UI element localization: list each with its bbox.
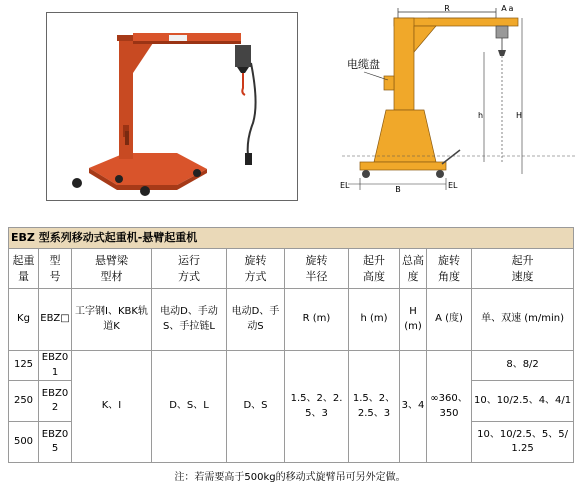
dim-R-label: R: [444, 4, 450, 13]
row-model: EBZ02: [39, 381, 72, 422]
dim-H-label: H: [516, 111, 523, 120]
unit-angle: A (度): [427, 289, 472, 351]
footnote: 注：若需要高于500kg的移动式旋臂吊可另外定做。: [174, 472, 406, 483]
shared-angle: ∞360、350: [427, 351, 472, 463]
product-photo: [46, 12, 298, 201]
row-speed: 10、10/2.5、5、5/1.25: [472, 422, 574, 463]
unit-radius: R (m): [285, 289, 349, 351]
row-model: EBZ05: [39, 422, 72, 463]
header-lift: 起升 高度: [349, 249, 400, 289]
dim-EL-right-label: EL: [448, 181, 458, 190]
row-capacity: 250: [9, 381, 39, 422]
header-model: 型 号: [39, 249, 72, 289]
shared-radius: 1.5、2、2.5、3: [285, 351, 349, 463]
unit-model: EBZ□: [39, 289, 72, 351]
table-title: EBZ 型系列移动式起重机-悬臂起重机: [9, 228, 574, 249]
crane-photo-illustration: [47, 13, 297, 200]
header-height: 总高 度: [400, 249, 427, 289]
header-angle: 旋转 角度: [427, 249, 472, 289]
dim-EL-left-label: EL: [340, 181, 350, 190]
unit-speed: 单、双速 (m/min): [472, 289, 574, 351]
spec-table: [8, 227, 574, 463]
header-radius: 旋转 半径: [285, 249, 349, 289]
shared-travel: D、S、L: [152, 351, 227, 463]
unit-capacity: Kg: [9, 289, 39, 351]
dim-A-label: A: [501, 4, 507, 13]
row-model: EBZ01: [39, 351, 72, 381]
dim-h-label: h: [478, 111, 484, 120]
header-speed: 起升 速度: [472, 249, 574, 289]
shared-beam: K、I: [72, 351, 152, 463]
unit-lift: h (m): [349, 289, 400, 351]
header-capacity: 起重 量: [9, 249, 39, 289]
shared-slew: D、S: [227, 351, 285, 463]
unit-travel: 电动D、手动S、手拉链L: [152, 289, 227, 351]
shared-height: 3、4: [400, 351, 427, 463]
shared-lift: 1.5、2、2.5、3: [349, 351, 400, 463]
header-slew: 旋转 方式: [227, 249, 285, 289]
crane-dimension-drawing: [336, 4, 580, 200]
drawing-svg: [336, 4, 580, 200]
row-capacity: 500: [9, 422, 39, 463]
header-beam: 悬臂梁 型材: [72, 249, 152, 289]
cable-reel-label: 电缆盘: [347, 58, 380, 71]
unit-beam: 工字钢I、KBK轨道K: [72, 289, 152, 351]
row-capacity: 125: [9, 351, 39, 381]
header-travel: 运行 方式: [152, 249, 227, 289]
unit-slew: 电动D、手动S: [227, 289, 285, 351]
row-speed: 8、8/2: [472, 351, 574, 381]
unit-height: H (m): [400, 289, 427, 351]
dim-a-label: a: [508, 4, 514, 13]
dim-B-label: B: [395, 185, 401, 194]
row-speed: 10、10/2.5、4、4/1: [472, 381, 574, 422]
